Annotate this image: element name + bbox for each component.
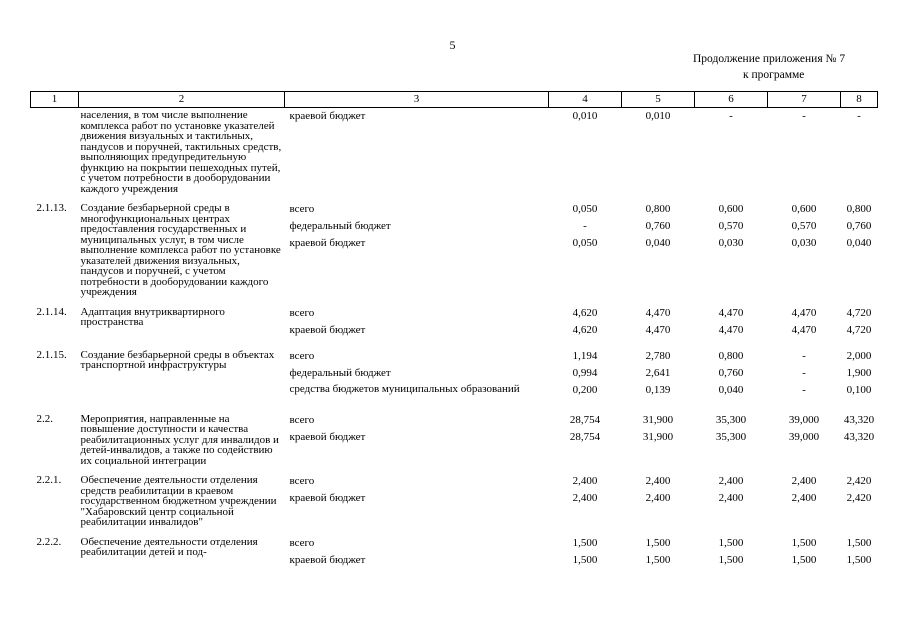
funding-source-label: краевой бюджет <box>289 430 366 443</box>
value-cell: 2,400 <box>645 492 671 504</box>
value-cell: 1,194 <box>572 349 598 362</box>
value-cell: 31,900 <box>642 413 674 426</box>
value-column-5 <box>622 528 695 571</box>
value-cell: 39,000 <box>788 430 820 443</box>
value-column-5 <box>622 466 695 528</box>
table-row <box>31 194 878 298</box>
value-cell: 2,400 <box>791 475 817 487</box>
value-column-5 <box>622 341 695 405</box>
funding-sources <box>285 466 549 528</box>
table-row <box>31 108 878 195</box>
value-column-5 <box>622 298 695 341</box>
value-cell: 4,470 <box>645 323 671 336</box>
value-cell: 2,780 <box>645 349 671 362</box>
funding-source-label: федеральный бюджет <box>289 220 391 232</box>
value-cell: 4,470 <box>645 306 671 319</box>
page-number: 5 <box>449 38 456 52</box>
row-description: Создание безбарьерной среды в многофункциональных центрах предоставления государственных и муниципальных услуг, в том числе выполнение комплекса работ по установке указателей движения визуальных, пандусов и поручней, с учетом потребности в дооборудовании каждого учреждения <box>80 202 281 298</box>
value-cell: 0,800 <box>718 349 744 362</box>
header-row <box>31 92 878 108</box>
value-column-8 <box>841 194 878 298</box>
value-cell: 2,641 <box>645 366 671 379</box>
value-column-7 <box>768 528 841 571</box>
value-column-5 <box>622 405 695 467</box>
value-cell: 0,010 <box>645 110 671 122</box>
value-cell: 35,300 <box>715 430 747 443</box>
funding-sources <box>285 194 549 298</box>
funding-source-label: всего <box>289 536 315 549</box>
value-column-6 <box>695 298 768 341</box>
funding-sources <box>285 108 549 195</box>
value-column-6 <box>695 466 768 528</box>
value-cell: 2,400 <box>645 475 671 487</box>
value-cell: 0,760 <box>645 220 671 232</box>
value-cell: 0,100 <box>846 383 872 396</box>
value-cell: 2,400 <box>718 475 744 487</box>
value-column-6 <box>695 108 768 195</box>
header-col-7: 7 <box>768 92 841 108</box>
value-column-8 <box>841 108 878 195</box>
value-cell: 0,050 <box>572 237 598 249</box>
value-column-5 <box>622 108 695 195</box>
value-cell: 1,500 <box>846 536 872 549</box>
table-row <box>31 466 878 528</box>
value-cell: - <box>802 110 806 122</box>
table-body <box>31 108 878 571</box>
value-column-8 <box>841 298 878 341</box>
continuation-line-2: к программе <box>743 69 805 81</box>
row-number: 2.1.15. <box>36 348 67 361</box>
funding-source-label: краевой бюджет <box>289 553 366 566</box>
funding-source-label: всего <box>289 306 315 319</box>
value-cell: 1,500 <box>645 553 671 566</box>
value-cell: 39,000 <box>788 413 820 426</box>
row-number: 2.2.1. <box>36 474 62 486</box>
value-cell: 4,620 <box>572 323 598 336</box>
continuation-note <box>693 51 873 83</box>
value-cell: 1,500 <box>791 536 817 549</box>
value-cell: 0,760 <box>718 366 744 379</box>
value-column-8 <box>841 466 878 528</box>
value-cell: 2,400 <box>791 492 817 504</box>
header-col-8: 8 <box>841 92 878 108</box>
value-cell: 1,500 <box>791 553 817 566</box>
value-column-4 <box>549 528 622 571</box>
value-column-8 <box>841 405 878 467</box>
header-col-2: 2 <box>79 92 285 108</box>
value-column-4 <box>549 298 622 341</box>
row-number: 2.1.13. <box>36 202 67 214</box>
value-cell: 0,994 <box>572 366 598 379</box>
header-col-5: 5 <box>622 92 695 108</box>
value-column-7 <box>768 341 841 405</box>
value-cell: - <box>802 349 806 362</box>
funding-source-label: краевой бюджет <box>289 323 366 336</box>
funding-source-label: краевой бюджет <box>289 110 366 122</box>
value-cell: 0,030 <box>791 237 817 249</box>
row-number: 2.1.14. <box>36 305 67 318</box>
value-cell: 1,500 <box>572 553 598 566</box>
value-cell: 0,040 <box>718 383 744 396</box>
value-column-6 <box>695 405 768 467</box>
value-cell: 4,470 <box>791 323 817 336</box>
funding-source-label: краевой бюджет <box>289 492 366 504</box>
value-cell: 2,420 <box>846 475 872 487</box>
row-number <box>31 108 79 195</box>
value-column-8 <box>841 528 878 571</box>
value-cell: 35,300 <box>715 413 747 426</box>
value-cell: 0,030 <box>718 237 744 249</box>
value-cell: 43,320 <box>843 413 875 426</box>
value-cell: 31,900 <box>642 430 674 443</box>
value-column-6 <box>695 341 768 405</box>
funding-source-label: всего <box>289 413 315 426</box>
value-cell: 0,600 <box>791 203 817 215</box>
value-cell: 4,470 <box>718 306 744 319</box>
funding-sources <box>285 528 549 571</box>
row-description: Адаптация внутриквартирного пространства <box>80 305 225 328</box>
funding-source-label: всего <box>289 349 315 362</box>
funding-source-label: всего <box>289 475 315 487</box>
value-cell: 0,570 <box>718 220 744 232</box>
value-cell: 0,760 <box>846 220 872 232</box>
header-col-6: 6 <box>695 92 768 108</box>
value-cell: 4,470 <box>718 323 744 336</box>
value-column-4 <box>549 108 622 195</box>
continuation-line-1: Продолжение приложения № 7 <box>693 53 846 65</box>
value-column-7 <box>768 298 841 341</box>
value-cell: 2,400 <box>572 475 598 487</box>
header-col-3: 3 <box>285 92 549 108</box>
value-column-4 <box>549 405 622 467</box>
header-col-1: 1 <box>31 92 79 108</box>
value-cell: - <box>802 383 806 396</box>
funding-sources <box>285 405 549 467</box>
value-column-7 <box>768 405 841 467</box>
table-row <box>31 528 878 571</box>
row-number: 2.2.2. <box>36 535 62 548</box>
value-cell: 0,800 <box>846 203 872 215</box>
value-column-7 <box>768 194 841 298</box>
value-cell: 2,420 <box>846 492 872 504</box>
table-row <box>31 341 878 405</box>
value-cell: 0,600 <box>718 203 744 215</box>
value-column-4 <box>549 341 622 405</box>
funding-source-label: федеральный бюджет <box>289 366 391 379</box>
value-cell: 4,620 <box>572 306 598 319</box>
value-cell: 28,754 <box>569 413 601 426</box>
value-cell: 0,050 <box>572 203 598 215</box>
value-cell: 28,754 <box>569 430 601 443</box>
value-cell: 4,470 <box>791 306 817 319</box>
funding-sources <box>285 298 549 341</box>
funding-sources <box>285 341 549 405</box>
value-cell: 1,500 <box>572 536 598 549</box>
value-cell: - <box>857 110 861 122</box>
value-cell: 43,320 <box>843 430 875 443</box>
value-cell: - <box>802 366 806 379</box>
value-cell: 0,040 <box>846 237 872 249</box>
value-cell: 4,720 <box>846 323 872 336</box>
row-number: 2.2. <box>36 412 53 425</box>
value-cell: 0,139 <box>645 383 671 396</box>
value-column-5 <box>622 194 695 298</box>
value-cell: 1,500 <box>718 553 744 566</box>
value-column-7 <box>768 466 841 528</box>
value-cell: 0,570 <box>791 220 817 232</box>
value-cell: - <box>729 110 733 122</box>
row-description: Обеспечение деятельности отделения средств реабилитации в краевом государственном бюджетном учреждении "Хабаровский центр социальной реабилитации инвалидов" <box>80 474 277 528</box>
row-description: населения, в том числе выполнение комплекса работ по установке указателей движения визуальных и тактильных, пандусов и поручней, тактильных средств, выполняющих предупредительную функцию на покрытии пешеходных путей, с учетом потребности в дооборудовании каждого учреждения <box>80 109 282 195</box>
row-description: Обеспечение деятельности отделения реабилитации детей и под- <box>80 535 258 558</box>
value-cell: 1,500 <box>846 553 872 566</box>
value-cell: 2,400 <box>572 492 598 504</box>
value-column-8 <box>841 341 878 405</box>
value-cell: 2,400 <box>718 492 744 504</box>
row-description: Создание безбарьерной среды в объектах транспортной инфраструктуры <box>80 348 275 371</box>
value-column-6 <box>695 194 768 298</box>
value-cell: 1,900 <box>846 366 872 379</box>
value-cell: 4,720 <box>846 306 872 319</box>
row-description: Мероприятия, направленные на повышение доступности и качества реабилитационных услуг для инвалидов и детей-инвалидов, а также по содействию их социальной интеграции <box>80 412 279 467</box>
value-column-4 <box>549 194 622 298</box>
table-row <box>31 298 878 341</box>
funding-source-label: средства бюджетов муниципальных образований <box>289 382 520 395</box>
table-row <box>31 405 878 467</box>
value-cell: 0,800 <box>645 203 671 215</box>
funding-source-label: краевой бюджет <box>289 237 366 249</box>
program-table <box>30 91 878 571</box>
value-column-7 <box>768 108 841 195</box>
header-col-4: 4 <box>549 92 622 108</box>
value-cell: 0,010 <box>572 110 598 122</box>
value-cell: 0,040 <box>645 237 671 249</box>
value-cell: 1,500 <box>645 536 671 549</box>
value-cell: 0,200 <box>572 383 598 396</box>
funding-source-label: всего <box>289 203 315 215</box>
value-cell: 2,000 <box>846 349 872 362</box>
value-cell: 1,500 <box>718 536 744 549</box>
value-column-6 <box>695 528 768 571</box>
value-cell: - <box>583 220 587 232</box>
value-column-4 <box>549 466 622 528</box>
